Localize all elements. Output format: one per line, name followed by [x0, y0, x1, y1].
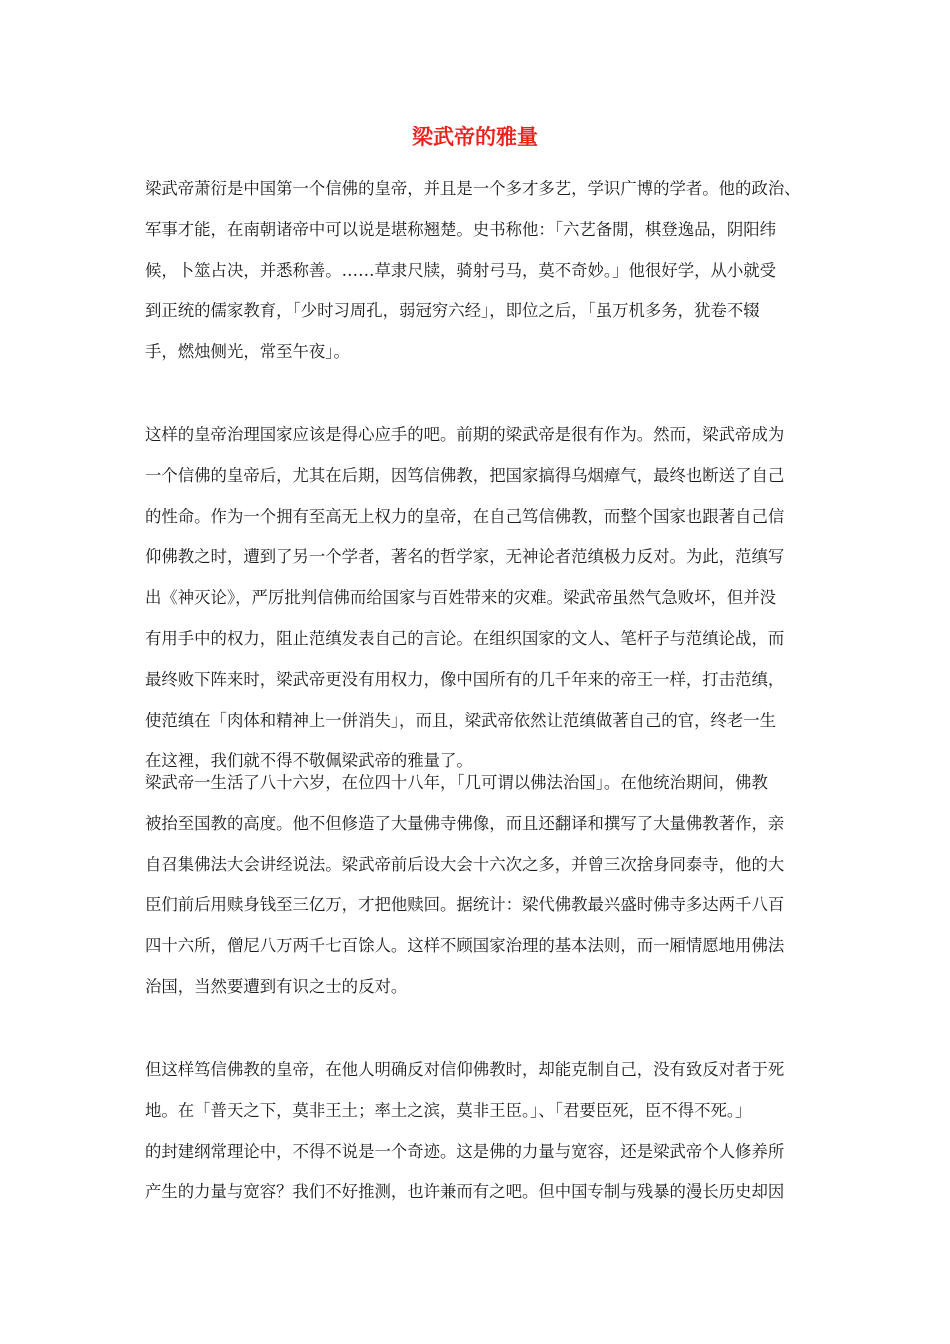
paragraph-line: 四十六所，僧尼八万两千七百馀人。这样不顾国家治理的基本法则，而一厢情愿地用佛法 [145, 936, 785, 956]
paragraph-line: 梁武帝萧衍是中国第一个信佛的皇帝，并且是一个多才多艺，学识广博的学者。他的政治、 [145, 179, 801, 198]
paragraph-line: 军事才能，在南朝诸帝中可以说是堪称翘楚。史书称他：「六艺备閒，棋登逸品，阴阳纬 [145, 219, 777, 239]
paragraph-line: 的封建纲常理论中，不得不说是一个奇迹。这是佛的力量与宽容，还是梁武帝个人修养所 [145, 1141, 785, 1161]
paragraph-line: 到正统的儒家教育，「少时习周孔，弱冠穷六经」，即位之后，「虽万机多务，犹卷不辍 [145, 301, 760, 321]
paragraph-line: 梁武帝一生活了八十六岁，在位四十八年，「几可谓以佛法治国」。在他统治期间，佛教 [145, 773, 768, 792]
paragraph-line: 出《神灭论》，严厉批判信佛而给国家与百姓带来的灾难。梁武帝虽然气急败坏，但并没 [145, 588, 777, 608]
paragraph-line: 在这裡，我们就不得不敬佩梁武帝的雅量了。 [145, 751, 473, 771]
paragraph-line: 被抬至国教的高度。他不但修造了大量佛寺佛像，而且还翻译和撰写了大量佛教著作，亲 [145, 813, 785, 833]
paragraph-2 [145, 415, 825, 782]
paragraph-line: 产生的力量与宽容？我们不好推测，也许兼而有之吧。但中国专制与残暴的漫长历史却因 [145, 1182, 785, 1202]
paragraph-line: 有用手中的权力，阻止范缜发表自己的言论。在组织国家的文人、笔杆子与范缜论战，而 [145, 628, 785, 648]
paragraph-1 [145, 169, 825, 373]
paragraph-line: 候，卜筮占决，并悉称善。……草隶尺牍，骑射弓马，莫不奇妙。」他很好学，从小就受 [145, 260, 777, 280]
paragraph-line: 一个信佛的皇帝后，尤其在后期，因笃信佛教，把国家搞得乌烟瘴气，最终也断送了自己 [145, 465, 785, 485]
document-title: 梁武帝的雅量 [412, 125, 538, 149]
paragraph-4 [145, 1050, 825, 1213]
paragraph-line: 臣们前后用赎身钱至三亿万，才把他赎回。据统计：梁代佛教最兴盛时佛寺多达两千八百 [145, 895, 785, 915]
paragraph-line: 仰佛教之时，遭到了另一个学者，著名的哲学家，无神论者范缜极力反对。为此，范缜写 [145, 547, 785, 567]
paragraph-line: 手，燃烛侧光，常至午夜」。 [145, 342, 350, 362]
paragraph-line: 最终败下阵来时，梁武帝更没有用权力，像中国所有的几千年来的帝王一样，打击范缜， [145, 669, 785, 689]
paragraph-line: 治国，当然要遭到有识之士的反对。 [145, 976, 408, 996]
paragraph-line: 但这样笃信佛教的皇帝，在他人明确反对信仰佛教时，却能克制自己，没有致反对者于死 [145, 1060, 785, 1079]
paragraph-line: 地。在「普天之下，莫非王土；率土之滨，莫非王臣。」、「君要臣死，臣不得不死。」 [145, 1100, 752, 1120]
paragraph-line: 这样的皇帝治理国家应该是得心应手的吧。前期的梁武帝是很有作为。然而，梁武帝成为 [145, 425, 785, 444]
paragraph-line: 的性命。作为一个拥有至高无上权力的皇帝，在自己笃信佛教，而整个国家也跟著自己信 [145, 506, 785, 526]
paragraph-3 [145, 763, 825, 1008]
paragraph-line: 使范缜在「肉体和精神上一併消失」，而且，梁武帝依然让范缜做著自己的官，终老一生 [145, 710, 777, 730]
paragraph-line: 自召集佛法大会讲经说法。梁武帝前后设大会十六次之多，并曾三次捨身同泰寺，他的大 [145, 854, 785, 874]
